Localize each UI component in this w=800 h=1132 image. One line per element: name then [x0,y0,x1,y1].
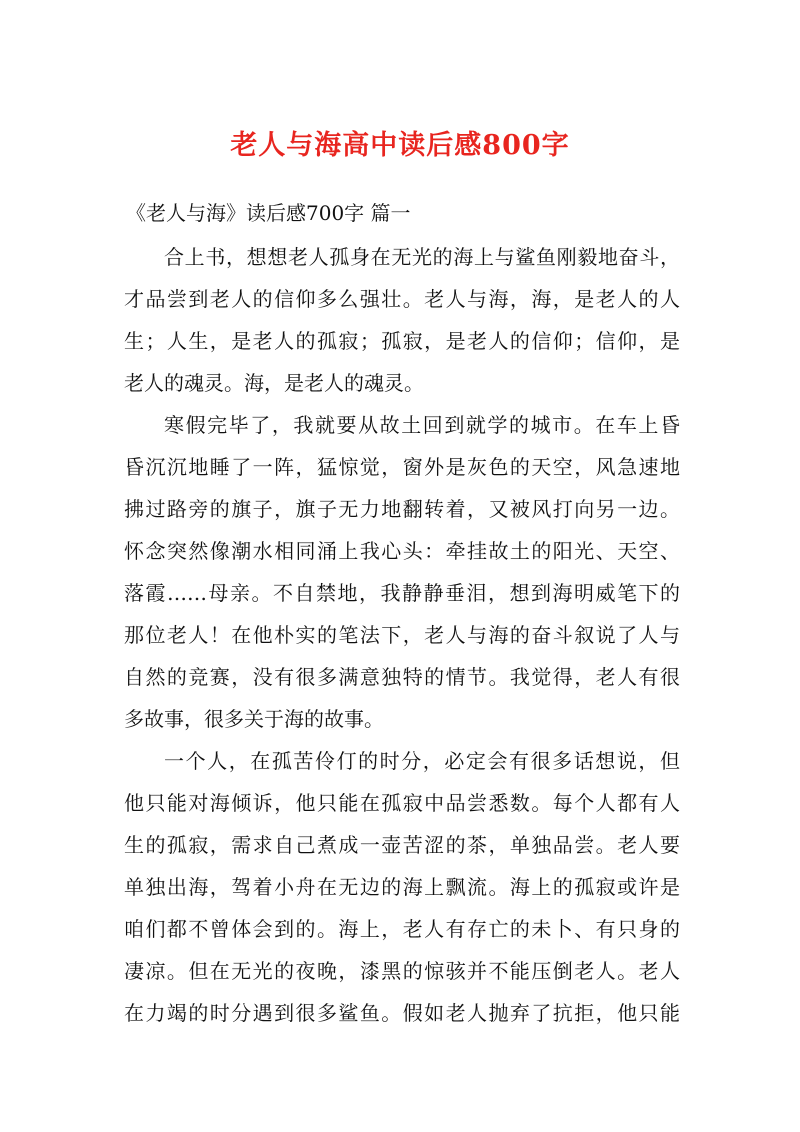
text-line: 合上书，想想老人孤身在无光的海上与鲨鱼刚毅地奋斗， [164,245,680,269]
text-line: 一个人，在孤苦伶仃的时分，必定会有很多话想说，但 [164,749,680,773]
text-line: 昏沉沉地睡了一阵，猛惊觉，窗外是灰色的天空，风急速地 [124,455,680,479]
text-line: 咱们都不曾体会到的。海上，老人有存亡的未卜、有只身的 [124,917,680,941]
section-heading: 《老人与海》读后感700字 篇一 [126,201,411,225]
text-line: 生的孤寂，需求自己煮成一壶苦涩的茶，单独品尝。老人要 [124,833,680,857]
document-body [124,236,680,1034]
text-line: 落霞……母亲。不自禁地，我静静垂泪，想到海明威笔下的 [124,581,680,605]
text-line: 单独出海，驾着小舟在无边的海上飘流。海上的孤寂或许是 [124,875,680,899]
text-line: 凄凉。但在无光的夜晚，漆黑的惊骇并不能压倒老人。老人 [124,959,680,983]
paragraph-1 [124,236,680,404]
text-line: 寒假完毕了，我就要从故土回到就学的城市。在车上昏 [164,413,680,437]
text-line: 那位老人！在他朴实的笔法下，老人与海的奋斗叙说了人与 [124,623,680,647]
paragraph-2 [124,404,680,740]
text-line: 多故事，很多关于海的故事。 [124,707,384,731]
text-line: 才品尝到老人的信仰多么强壮。老人与海，海，是老人的人 [124,287,680,311]
text-line: 怀念突然像潮水相同涌上我心头：牵挂故土的阳光、天空、 [124,539,680,563]
text-line: 拂过路旁的旗子，旗子无力地翻转着，又被风打向另一边。 [124,497,680,521]
text-line: 老人的魂灵。海，是老人的魂灵。 [124,371,424,395]
text-line: 自然的竞赛，没有很多满意独特的情节。我觉得，老人有很 [124,665,680,689]
paragraph-3 [124,740,680,1034]
text-line: 在力竭的时分遇到很多鲨鱼。假如老人抛弃了抗拒，他只能 [124,1001,680,1025]
text-line: 他只能对海倾诉，他只能在孤寂中品尝悉数。每个人都有人 [124,791,680,815]
text-line: 生；人生，是老人的孤寂；孤寂，是老人的信仰；信仰，是 [124,329,680,353]
document-title: 老人与海高中读后感800字 [230,130,570,161]
